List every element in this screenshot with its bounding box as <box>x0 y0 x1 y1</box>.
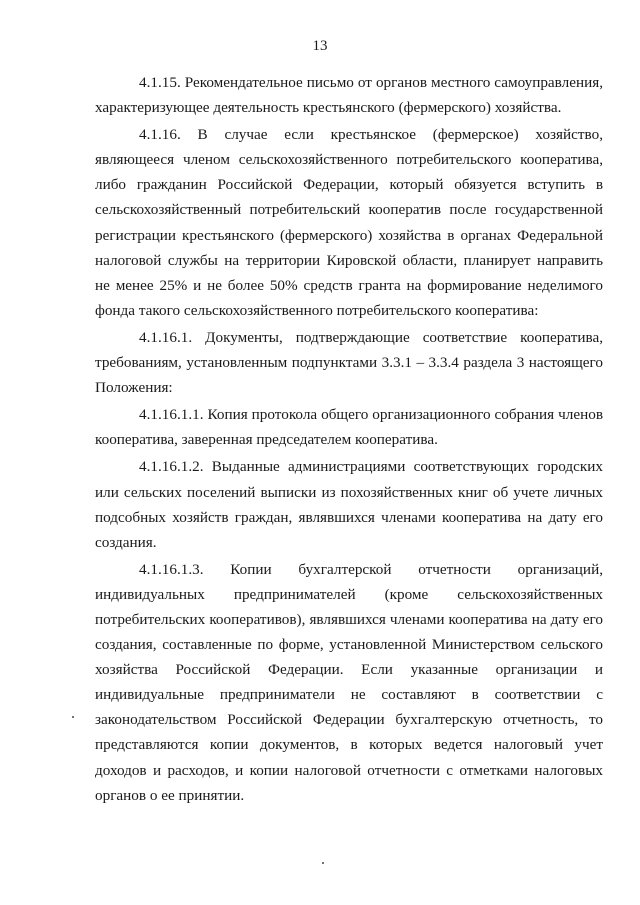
scan-speck <box>72 716 74 718</box>
scan-speck <box>322 862 324 864</box>
paragraph-4-1-16-1-3: 4.1.16.1.3. Копии бухгалтерской отчетности организаций, индивидуальных предпринимателей (кроме сельскохозяйственных потребительских кооперативов), являвшихся членами кооператива на дату его создания, составленные по форме, установленной Министерством сельского хозяйства Российской Федерации. Если указанные организации и индивидуальные предприниматели не составляют в соответствии с законодательством Российской Федерации бухгалтерскую отчетность, то представляются копии документов, в которых ведется налоговый учет доходов и расходов, и копии налоговой отчетности с отметками налоговых органов о ее принятии. <box>95 560 603 804</box>
page-number: 13 <box>312 38 328 54</box>
document-body <box>95 70 603 810</box>
paragraph-4-1-15: 4.1.15. Рекомендательное письмо от органов местного самоуправления, характеризующее деятельность крестьянского (фермерского) хозяйства. <box>95 74 603 117</box>
paragraph-4-1-16-1: 4.1.16.1. Документы, подтверждающие соответствие кооператива, требованиям, установленным подпунктами 3.3.1 – 3.3.4 раздела 3 настоящего Положения: <box>95 328 603 397</box>
paragraph-4-1-16-1-1: 4.1.16.1.1. Копия протокола общего организационного собрания членов кооператива, заверенная председателем кооператива. <box>95 406 603 449</box>
paragraph-4-1-16-1-2: 4.1.16.1.2. Выданные администрациями соответствующих городских или сельских поселений выписки из похозяйственных книг об учете личных подсобных хозяйств граждан, являвшихся членами кооператива на дату его создания. <box>95 458 603 551</box>
paragraph-4-1-16: 4.1.16. В случае если крестьянское (фермерское) хозяйство, являющееся членом сельскохозяйственного потребительского кооператива, либо гражданин Российской Федерации, который обязуется вступить в сельскохозяйственный потребительский кооператив после государственной регистрации крестьянского (фермерского) хозяйства в органах Федеральной налоговой службы на территории Кировской области, планирует направить не менее 25% и не более 50% средств гранта на формирование неделимого фонда такого сельскохозяйственного потребительского кооператива: <box>95 126 603 319</box>
